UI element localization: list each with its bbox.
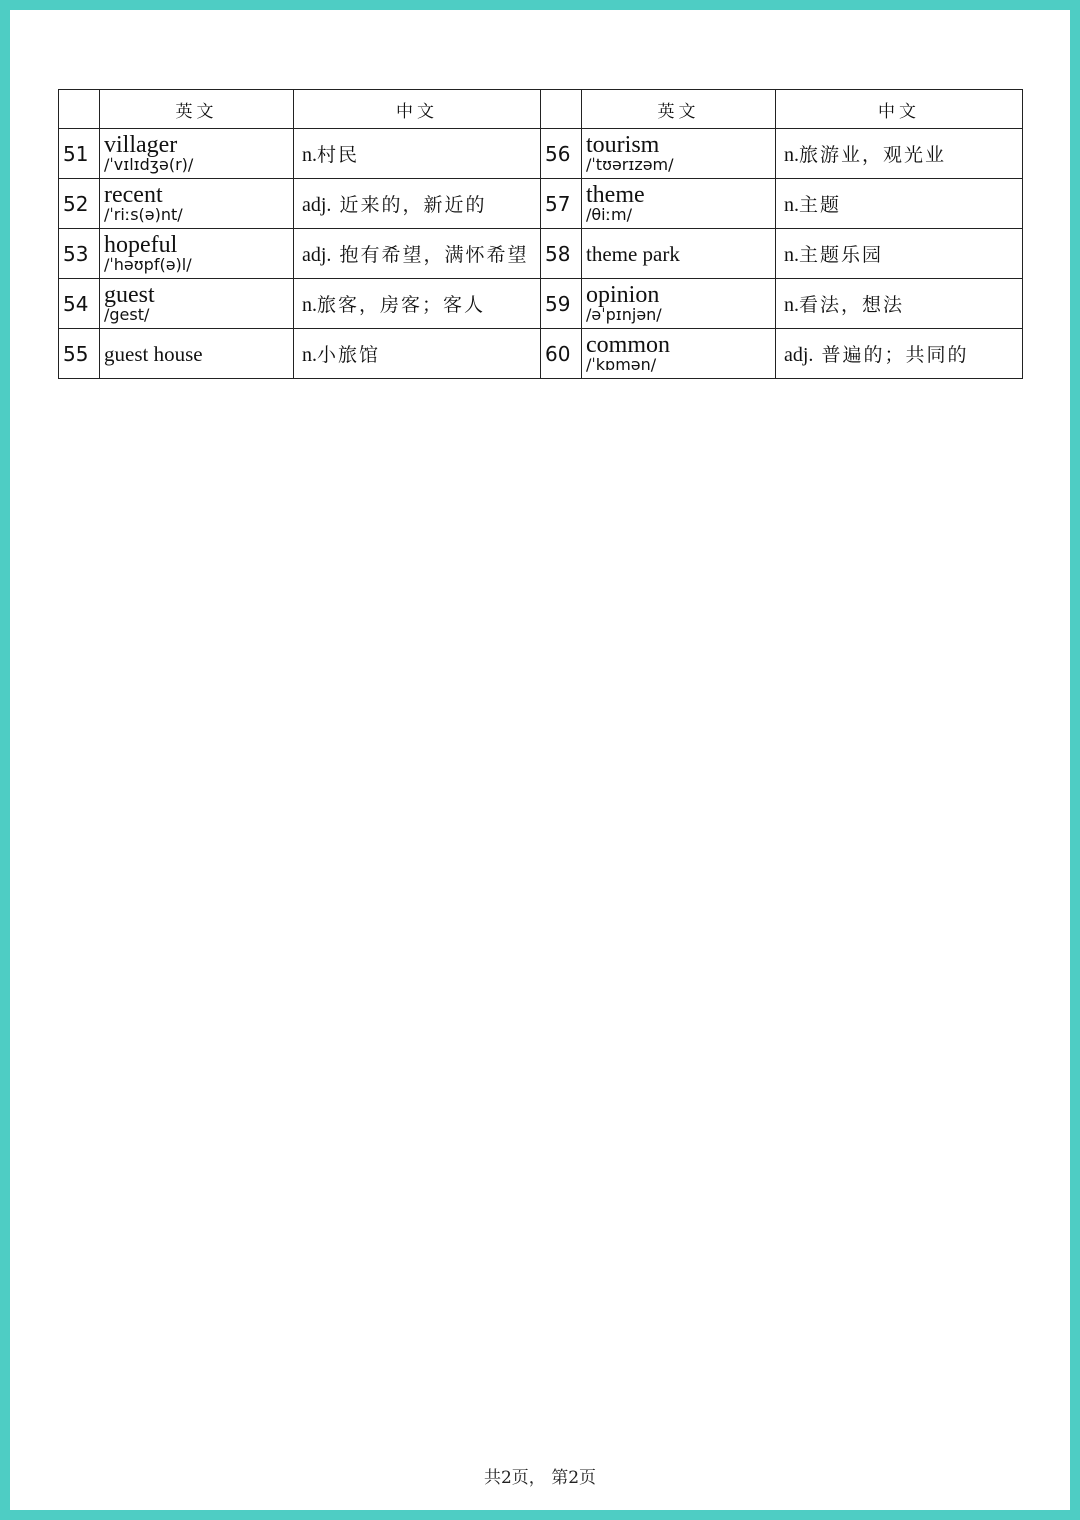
table-row [59, 129, 1023, 179]
phonetic-transcription: /ˈriːs(ə)nt/ [104, 204, 183, 224]
english-cell [100, 179, 294, 229]
phonetic-transcription: /əˈpɪnjən/ [586, 304, 662, 324]
header-number [59, 90, 100, 129]
english-cell [100, 279, 294, 329]
chinese-meaning-cell [294, 329, 541, 379]
document-page [10, 10, 1070, 1510]
chinese-meaning-cell [294, 179, 541, 229]
part-of-speech: adj. [302, 244, 332, 266]
english-word: recent [104, 181, 163, 208]
english-word: hopeful [104, 231, 178, 258]
english-word: guest [104, 281, 155, 308]
entry-number: 60 [541, 329, 582, 379]
vocabulary-table [58, 89, 1023, 379]
english-word: opinion [586, 281, 660, 308]
entry-number: 53 [59, 229, 100, 279]
page-footer: 共2页， 第2页 [483, 1468, 597, 1488]
part-of-speech: n. [784, 144, 799, 166]
chinese-meaning: 村民 [317, 144, 360, 166]
chinese-meaning-cell [776, 229, 1023, 279]
english-cell [582, 179, 776, 229]
english-word: guest house [104, 341, 203, 366]
header-number [541, 90, 582, 129]
table-row [59, 279, 1023, 329]
part-of-speech: adj. [302, 194, 332, 216]
chinese-meaning: 主题 [799, 194, 842, 216]
part-of-speech: adj. [784, 344, 814, 366]
entry-number: 57 [541, 179, 582, 229]
chinese-meaning: 旅游业，观光业 [799, 144, 947, 166]
english-cell [582, 329, 776, 379]
english-cell [582, 279, 776, 329]
phonetic-transcription: /θiːm/ [586, 204, 632, 224]
table-body [59, 129, 1023, 379]
chinese-meaning: 看法，想法 [799, 294, 905, 316]
table-row [59, 229, 1023, 279]
phonetic-transcription: /gest/ [104, 304, 150, 324]
header-chinese: 中文 [776, 90, 1023, 129]
english-word: theme park [586, 241, 680, 266]
english-cell [582, 229, 776, 279]
english-word: theme [586, 181, 645, 208]
part-of-speech: n. [784, 294, 799, 316]
chinese-meaning-cell [776, 129, 1023, 179]
entry-number: 55 [59, 329, 100, 379]
english-word: villager [104, 131, 178, 158]
chinese-meaning: 近来的，新近的 [339, 194, 487, 216]
part-of-speech: n. [302, 144, 317, 166]
english-cell [582, 129, 776, 179]
phonetic-transcription: /ˈvɪlɪdʒə(r)/ [104, 154, 194, 174]
part-of-speech: n. [302, 294, 317, 316]
table-header-row [59, 90, 1023, 129]
phonetic-transcription: /ˈtʊərɪzəm/ [586, 154, 674, 174]
part-of-speech: n. [302, 344, 317, 366]
entry-number: 51 [59, 129, 100, 179]
chinese-meaning: 抱有希望，满怀希望 [339, 244, 529, 266]
entry-number: 59 [541, 279, 582, 329]
entry-number: 52 [59, 179, 100, 229]
header-english: 英文 [582, 90, 776, 129]
english-word: common [586, 331, 670, 358]
chinese-meaning: 普遍的；共同的 [821, 344, 969, 366]
header-english: 英文 [100, 90, 294, 129]
part-of-speech: n. [784, 244, 799, 266]
table-row [59, 329, 1023, 379]
english-cell [100, 329, 294, 379]
phonetic-transcription: /ˈhəʊpf(ə)l/ [104, 254, 192, 274]
chinese-meaning-cell [776, 329, 1023, 379]
chinese-meaning-cell [294, 229, 541, 279]
entry-number: 54 [59, 279, 100, 329]
phonetic-transcription: /ˈkɒmən/ [586, 354, 657, 374]
chinese-meaning-cell [776, 179, 1023, 229]
chinese-meaning-cell [776, 279, 1023, 329]
english-cell [100, 229, 294, 279]
english-word: tourism [586, 131, 660, 158]
entry-number: 58 [541, 229, 582, 279]
chinese-meaning-cell [294, 279, 541, 329]
chinese-meaning: 旅客，房客；客人 [317, 294, 486, 316]
chinese-meaning-cell [294, 129, 541, 179]
part-of-speech: n. [784, 194, 799, 216]
english-cell [100, 129, 294, 179]
entry-number: 56 [541, 129, 582, 179]
header-chinese: 中文 [294, 90, 541, 129]
chinese-meaning: 主题乐园 [799, 244, 884, 266]
table-row [59, 179, 1023, 229]
chinese-meaning: 小旅馆 [317, 344, 381, 366]
